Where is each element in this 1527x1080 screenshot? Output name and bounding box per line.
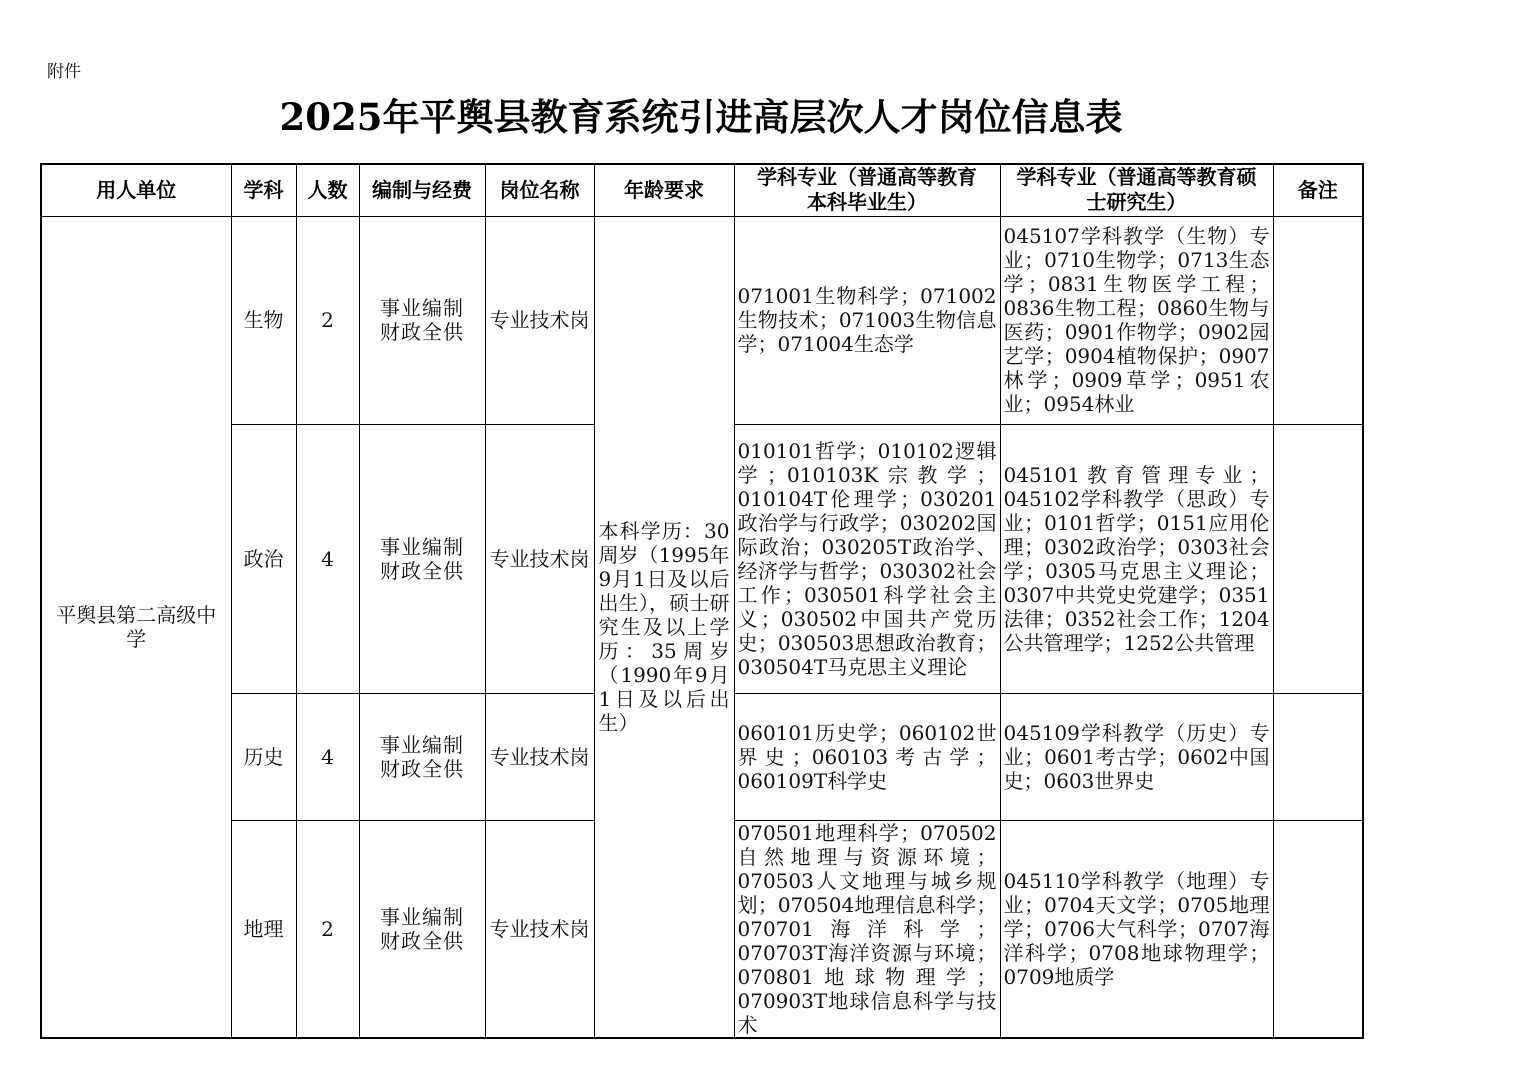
staffing-cell xyxy=(359,693,485,820)
remarks-cell xyxy=(1273,424,1363,693)
count-cell: 4 xyxy=(296,424,359,693)
subject-cell: 地理 xyxy=(231,820,296,1038)
page-title: 2025年平舆县教育系统引进高层次人才岗位信息表 xyxy=(279,95,1123,139)
master-major-cell: 045109学科教学（历史）专业；0601考古学；0602中国史；0603世界史 xyxy=(1000,693,1273,820)
staffing-line: 事业编制 xyxy=(380,732,464,757)
header-age: 年龄要求 xyxy=(594,164,734,216)
staffing-line: 财政全供 xyxy=(380,558,464,583)
header-staffing: 编制与经费 xyxy=(359,164,485,216)
position-info-table xyxy=(40,163,1364,1039)
remarks-cell xyxy=(1273,820,1363,1038)
staffing-line: 财政全供 xyxy=(380,756,464,781)
header-master-major-line: 士研究生） xyxy=(1086,190,1187,215)
count-cell: 2 xyxy=(296,216,359,424)
staffing-cell xyxy=(359,216,485,424)
header-master-major-line: 学科专业（普通高等教育硕 xyxy=(1016,165,1257,190)
subject-cell: 历史 xyxy=(231,693,296,820)
age-requirement-cell: 本科学历：30周岁（1995年9月1日及以后出生），硕士研究生及以上学历：35周岁（1990年9月1日及以后出生） xyxy=(594,216,734,1038)
header-remarks: 备注 xyxy=(1273,164,1363,216)
position-cell: 专业技术岗 xyxy=(485,693,594,820)
staffing-cell xyxy=(359,820,485,1038)
bachelor-major-cell: 071001生物科学；071002生物技术；071003生物信息学；071004生态学 xyxy=(734,216,1000,424)
staffing-line: 事业编制 xyxy=(380,296,464,320)
position-cell: 专业技术岗 xyxy=(485,424,594,693)
header-count: 人数 xyxy=(296,164,359,216)
header-bachelor-major-line: 本科毕业生） xyxy=(807,190,927,215)
subject-cell: 政治 xyxy=(231,424,296,693)
remarks-cell xyxy=(1273,693,1363,820)
position-cell: 专业技术岗 xyxy=(485,216,594,424)
table-row xyxy=(41,216,1363,424)
remarks-cell xyxy=(1273,216,1363,424)
header-bachelor-major xyxy=(734,164,1000,216)
master-major-cell: 045101教育管理专业；045102学科教学（思政）专业；0101哲学；0151应用伦理；0302政治学；0303社会学；0305马克思主义理论；0307中共党史党建学；0351法律；0352社会工作；1204公共管理学；1252公共管理 xyxy=(1000,424,1273,693)
attachment-label: 附件 xyxy=(47,62,81,82)
position-cell: 专业技术岗 xyxy=(485,820,594,1038)
staffing-line: 财政全供 xyxy=(380,928,464,953)
staffing-line: 事业编制 xyxy=(380,904,464,929)
header-subject: 学科 xyxy=(231,164,296,216)
table-header-row xyxy=(41,164,1363,216)
bachelor-major-cell: 010101哲学；010102逻辑学；010103K宗教学；010104T伦理学；030201政治学与行政学；030202国际政治；030205T政治学、经济学与哲学；030302社会工作；030501科学社会主义；030502中国共产党历史；030503思想政治教育；030504T马克思主义理论 xyxy=(734,424,1000,693)
count-cell: 4 xyxy=(296,693,359,820)
bachelor-major-cell: 060101历史学；060102世界史；060103考古学；060109T科学史 xyxy=(734,693,1000,820)
bachelor-major-cell: 070501地理科学；070502自然地理与资源环境；070503人文地理与城乡规划；070504地理信息科学；070701海洋科学；070703T海洋资源与环境；070801地球物理学；070903T地球信息科学与技术 xyxy=(734,820,1000,1038)
count-cell: 2 xyxy=(296,820,359,1038)
subject-cell: 生物 xyxy=(231,216,296,424)
master-major-cell: 045107学科教学（生物）专业；0710生物学；0713生态学；0831生物医学工程；0836生物工程；0860生物与医药；0901作物学；0902园艺学；0904植物保护；0907林学；0909草学；0951农业；0954林业 xyxy=(1000,216,1273,424)
staffing-cell xyxy=(359,424,485,693)
staffing-line: 事业编制 xyxy=(380,534,464,559)
header-position: 岗位名称 xyxy=(485,164,594,216)
header-master-major xyxy=(1000,164,1273,216)
master-major-cell: 045110学科教学（地理）专业；0704天文学；0705地理学；0706大气科学；0707海洋科学；0708地球物理学；0709地质学 xyxy=(1000,820,1273,1038)
unit-cell: 平舆县第二高级中学 xyxy=(41,216,231,1038)
staffing-line: 财政全供 xyxy=(380,320,464,344)
header-unit: 用人单位 xyxy=(41,164,231,216)
header-bachelor-major-line: 学科专业（普通高等教育 xyxy=(757,165,977,190)
